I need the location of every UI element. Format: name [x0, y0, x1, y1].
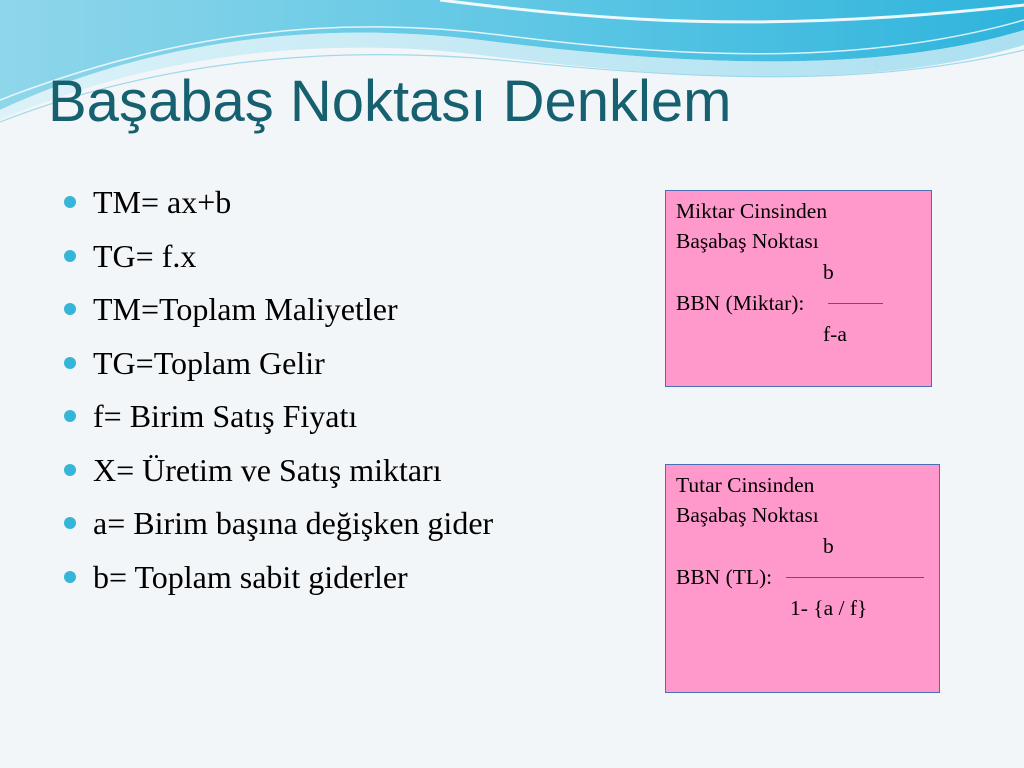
- bullet-icon: [64, 571, 76, 583]
- box-line-2: Başabaş Noktası: [676, 229, 819, 253]
- list-item: [64, 341, 493, 395]
- slide-title: Başabaş Noktası Denklem: [48, 69, 732, 134]
- bullet-list: [64, 180, 493, 608]
- bullet-text: TM= ax+b: [93, 184, 232, 220]
- list-item: [64, 234, 493, 288]
- bullet-icon: [64, 517, 76, 529]
- miktar-formula-box: [665, 190, 932, 387]
- list-item: [64, 287, 493, 341]
- bullet-text: X= Üretim ve Satış miktarı: [93, 451, 442, 488]
- box-line-1: Miktar Cinsinden: [676, 199, 828, 223]
- formula-label: BBN (Miktar):: [676, 291, 805, 315]
- list-item: [64, 180, 493, 234]
- bullet-icon: [64, 303, 76, 315]
- bullet-text: TM=Toplam Maliyetler: [93, 291, 398, 327]
- box-line-1: Tutar Cinsinden: [676, 473, 815, 497]
- formula-numerator: b: [823, 260, 834, 284]
- fraction-bar: [786, 577, 924, 578]
- bullet-text: a= Birim başına değişken gider: [93, 505, 494, 541]
- box-line-2: Başabaş Noktası: [676, 503, 819, 527]
- list-item: [64, 555, 493, 609]
- bullet-icon: [64, 250, 76, 262]
- bullet-text: TG= f.x: [93, 237, 197, 274]
- formula-denominator: 1- {a / f}: [790, 596, 868, 620]
- list-item: [64, 501, 493, 555]
- list-item: [64, 448, 493, 502]
- list-item: [64, 394, 493, 448]
- bullet-text: f= Birim Satış Fiyatı: [93, 398, 358, 434]
- formula-denominator: f-a: [823, 322, 847, 346]
- bullet-text: b= Toplam sabit giderler: [93, 558, 408, 595]
- bullet-icon: [64, 357, 76, 369]
- bullet-text: TG=Toplam Gelir: [93, 344, 325, 381]
- formula-label: BBN (TL):: [676, 565, 773, 589]
- tutar-formula-box: [665, 464, 940, 693]
- bullet-icon: [64, 410, 76, 422]
- bullet-icon: [64, 464, 76, 476]
- formula-numerator: b: [823, 534, 834, 558]
- fraction-bar: [828, 303, 883, 304]
- bullet-icon: [64, 196, 76, 208]
